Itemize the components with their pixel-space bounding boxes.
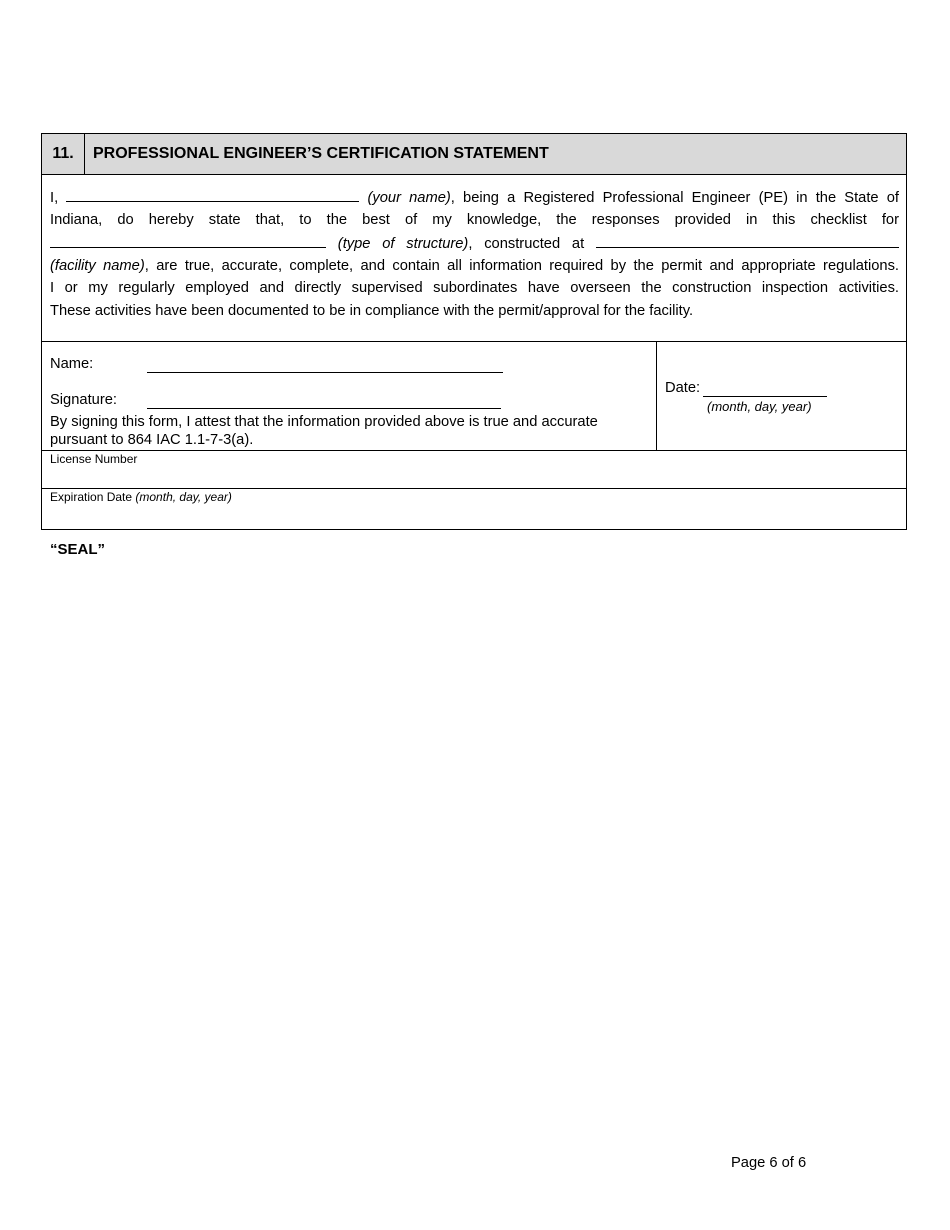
name-label: Name: bbox=[50, 356, 94, 372]
signature-field[interactable] bbox=[147, 408, 501, 409]
statement-line-3 bbox=[50, 232, 899, 255]
statement-line-1 bbox=[50, 186, 899, 209]
attest-line-1: By signing this form, I attest that the information provided above is true and accurate bbox=[50, 414, 598, 430]
certification-form bbox=[41, 133, 907, 530]
facility-name-field[interactable] bbox=[596, 232, 899, 248]
date-cell bbox=[657, 342, 906, 450]
structure-hint: (type of structure) bbox=[337, 236, 469, 252]
statement-i: I, bbox=[50, 190, 59, 206]
structure-type-field[interactable] bbox=[50, 232, 326, 248]
attest-line-2: pursuant to 864 IAC 1.1-7-3(a). bbox=[50, 432, 254, 448]
certification-statement bbox=[42, 175, 906, 342]
expiration-date-caption bbox=[50, 490, 232, 504]
license-number-row[interactable] bbox=[42, 451, 906, 489]
section-number: 11. bbox=[42, 134, 85, 174]
constructed-at-text: , constructed at bbox=[468, 236, 585, 252]
statement-line-2: Indiana, do hereby state that, to the best of my knowledge, the responses provided in this checklist for bbox=[50, 212, 899, 228]
statement-line-4-rest: , are true, accurate, complete, and contain all information required by the permit and appropriate regulations. bbox=[144, 258, 899, 274]
expiration-date-hint: (month, day, year) bbox=[135, 490, 232, 504]
expiration-date-row[interactable] bbox=[42, 489, 906, 529]
statement-line-6: These activities have been documented to be in compliance with the permit/approval for the facility. bbox=[50, 303, 694, 319]
your-name-hint: (your name) bbox=[367, 190, 451, 206]
section-header bbox=[42, 134, 906, 175]
your-name-field[interactable] bbox=[66, 186, 359, 202]
date-label: Date: bbox=[665, 380, 701, 396]
seal-label: “SEAL” bbox=[50, 541, 106, 558]
name-field[interactable] bbox=[147, 372, 503, 373]
page-number: Page 6 of 6 bbox=[731, 1155, 807, 1171]
date-hint: (month, day, year) bbox=[707, 399, 812, 414]
statement-line-5: I or my regularly employed and directly supervised subordinates have overseen the construction inspection activities. bbox=[50, 280, 899, 296]
signature-label: Signature: bbox=[50, 392, 117, 408]
name-signature-cell bbox=[42, 342, 657, 450]
statement-line-1-rest: , being a Registered Professional Engineer (PE) in the State of bbox=[450, 190, 899, 206]
license-number-label: License Number bbox=[50, 452, 138, 466]
section-title: PROFESSIONAL ENGINEER’S CERTIFICATION STATEMENT bbox=[93, 145, 549, 162]
signature-row bbox=[42, 342, 906, 451]
facility-hint: (facility name) bbox=[50, 258, 145, 274]
statement-line-4 bbox=[50, 255, 899, 278]
expiration-date-label: Expiration Date bbox=[50, 490, 133, 504]
date-field[interactable] bbox=[703, 396, 827, 397]
